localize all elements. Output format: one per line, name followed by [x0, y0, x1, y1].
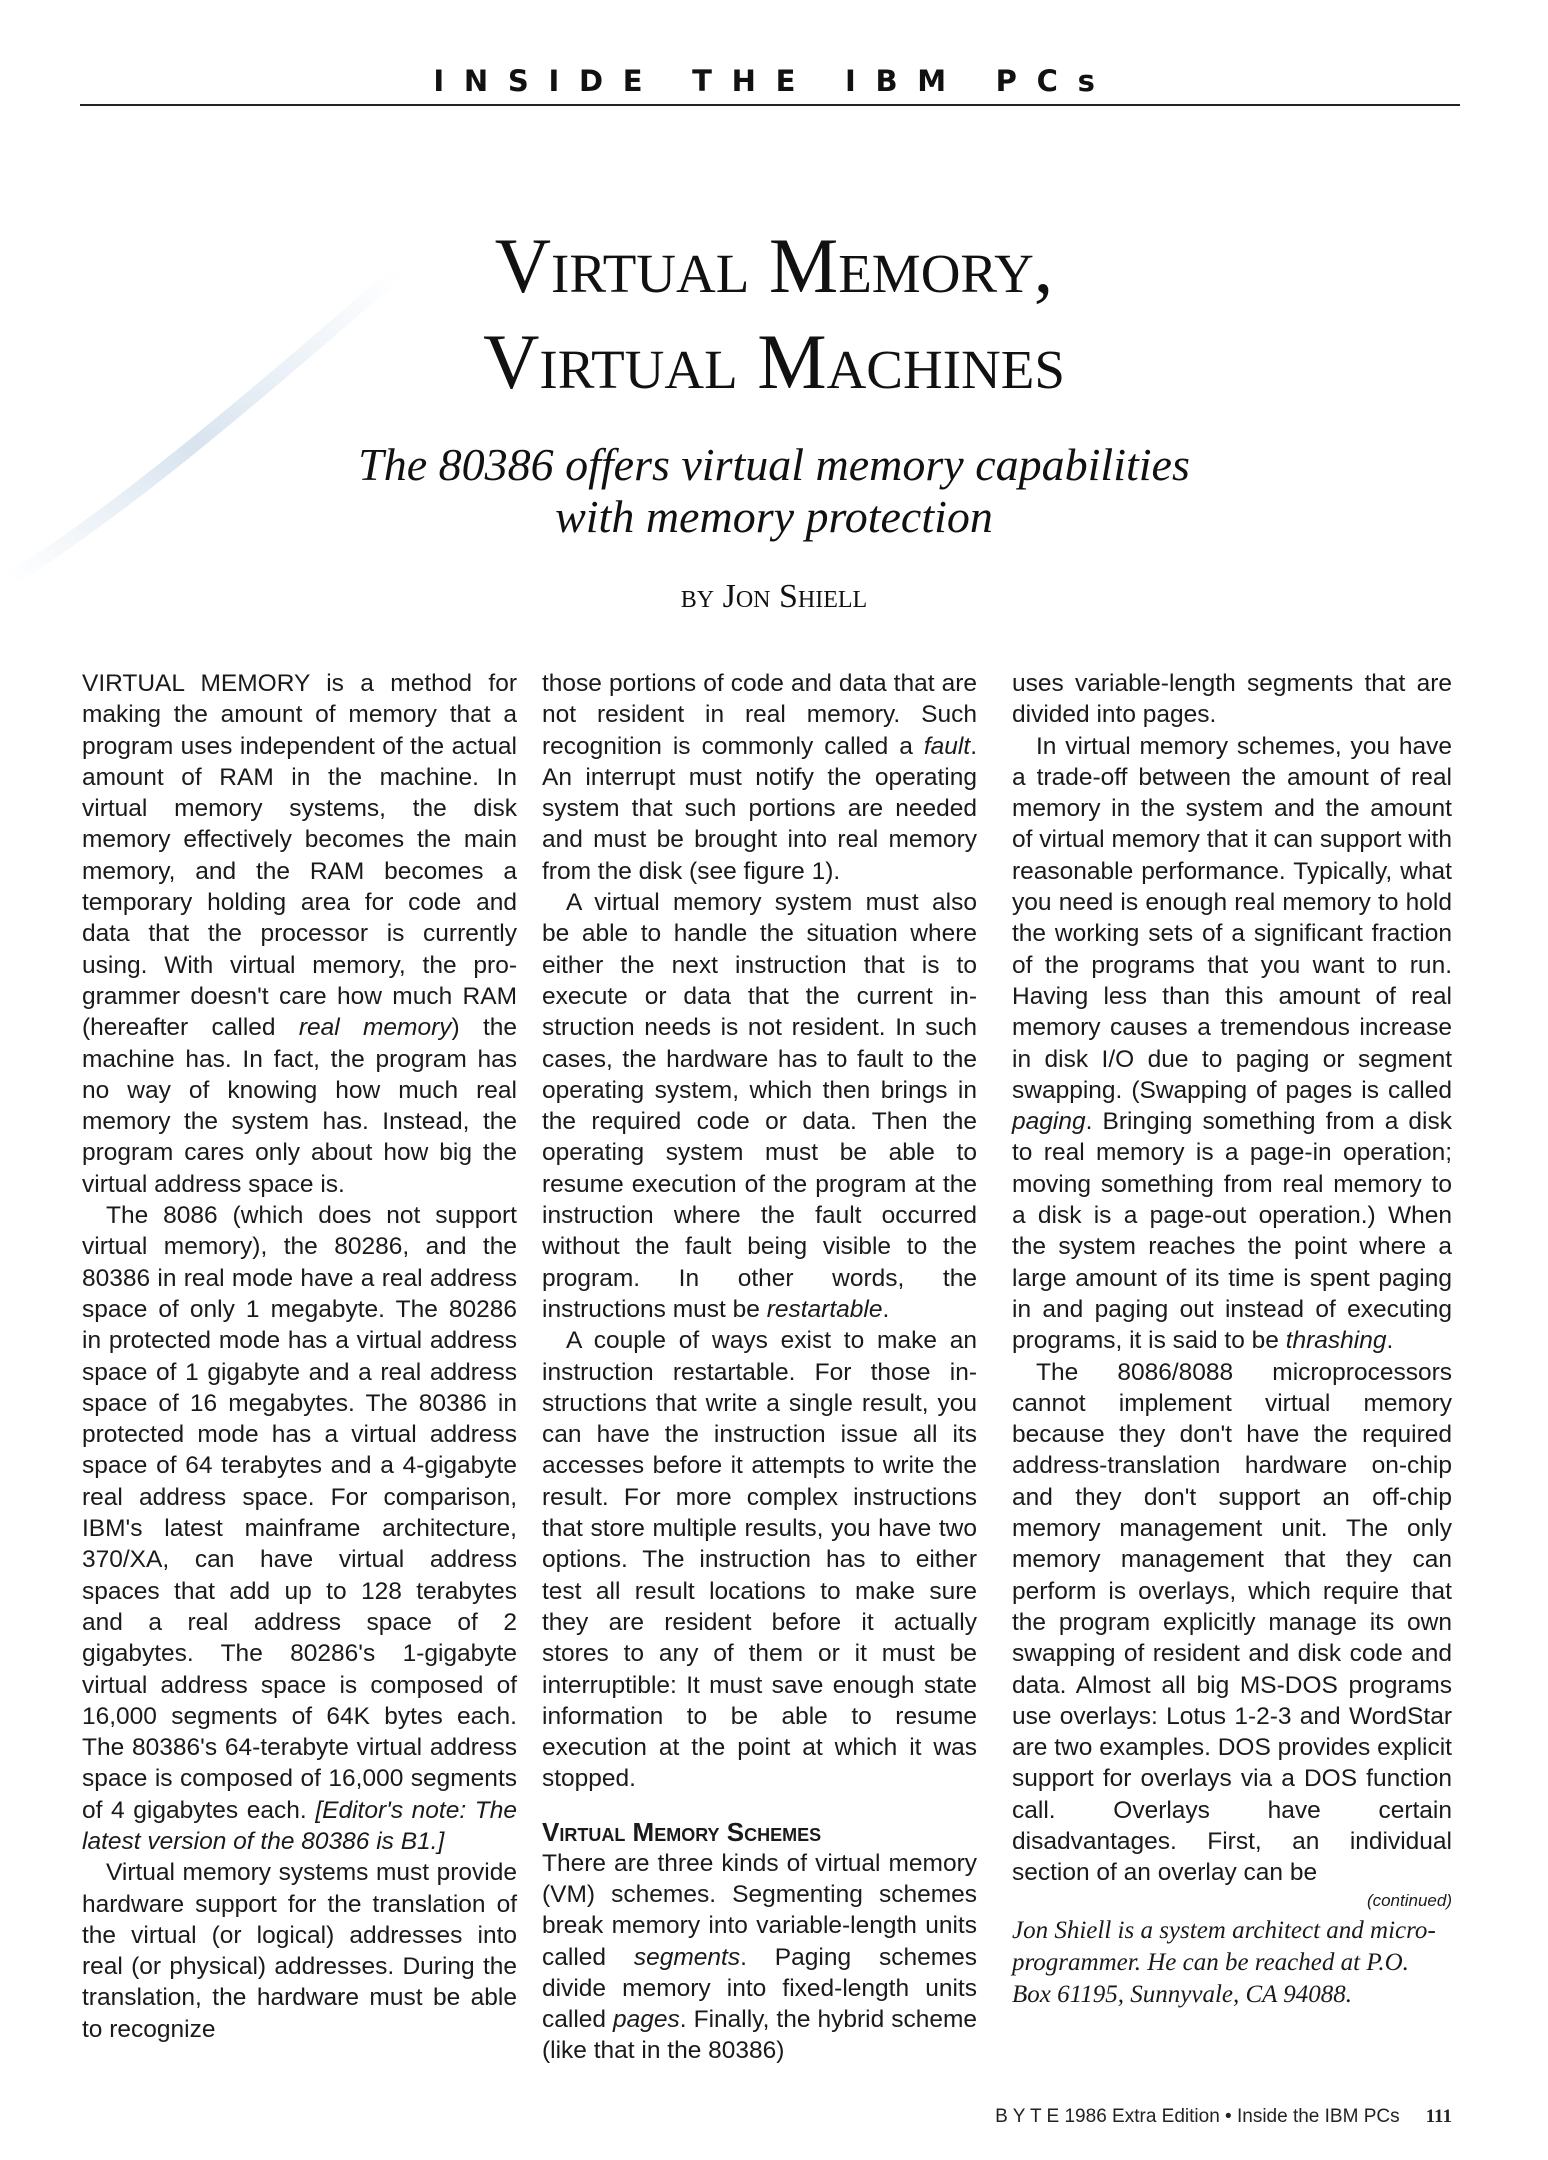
text: A virtual memory system must also be able to handle the situation where either the next instruction that is to execute or data that the current instruction needs is not resident. In such cases, the hardware has to fault to the operating system, which then brings in the required code or data. Then the operating system must be able to resume execution of the program at the instruction where the fault occurred without the fault being visible to the program. In other words, the instructions must be — [542, 889, 977, 1323]
author-bio: Jon Shiell is a system architect and microprogrammer. He can be reached at P.O. Box 61195, Sunnyvale, CA 94088. — [1012, 1916, 1436, 2008]
text: . An interrupt must notify the operating system that such portions are needed and must be brought into real memory from the disk (see figure 1). — [542, 732, 977, 885]
text: . Bringing something from a disk to real memory is a page-in operation; moving something from real memory to a disk is a page-out operation.) When the system reaches the point where a large amount of its time is spent paging in and paging out instead of executing programs, it is said to be — [1012, 1108, 1452, 1355]
text: The 8086 (which does not support virtual memory), the 80286, and the 80386 in real mode have a real address space of only 1 megabyte. The 80286 in protected mode has a virtual address space of 1 gigabyte and a real address space of 16 megabytes. The 80386 in protected mode has a virtual address space of 64 terabytes and a 4-gigabyte real address space. For comparison, IBM's latest mainframe architecture, 370/XA, can have virtual address spaces that add up to 128 terabytes and a real address space of 2 gigabytes. The 80286's 1-gigabyte virtual address space is composed of 16,000 segments of 64K bytes each. The 80386's 64-terabyte virtual address space is composed of 16,000 segments of 4 gigabytes each. — [82, 1202, 517, 1824]
paragraph — [542, 668, 977, 887]
term: paging — [1012, 1108, 1086, 1136]
paragraph — [82, 1200, 517, 1857]
editor-note: [Editor's note: The latest version of the 80386 is B1.] — [82, 1796, 517, 1855]
text: There are three kinds of virtual memory (VM) schemes. Segmenting schemes break memory into variable-length units called — [542, 1849, 977, 1971]
article-title-line-2: Virtual Machines — [483, 318, 1065, 405]
text: . — [882, 1295, 890, 1323]
article-subtitle-line-1: The 80386 offers virtual memory capabilities — [358, 439, 1190, 490]
term: fault — [923, 732, 971, 760]
page-footer — [995, 2106, 1452, 2128]
article-title-line-1: Virtual Memory, — [494, 222, 1054, 309]
article-subtitle-line-2: with memory protection — [555, 491, 993, 542]
term: pages — [613, 2006, 680, 2034]
page-number: 111 — [1425, 2106, 1452, 2127]
section-header: INSIDE THE IBM PCs — [433, 64, 1115, 98]
term: real memory — [298, 1014, 452, 1042]
text: . Finally, the hybrid scheme (like that in the 80386) — [542, 2006, 977, 2065]
text: . — [1386, 1327, 1394, 1355]
text: those portions of code and data that are not resident in real memory. Such recognition is commonly called a — [542, 670, 977, 760]
paragraph — [82, 668, 517, 1200]
paragraph — [542, 887, 977, 1325]
footer-text: B Y T E 1986 Extra Edition • Inside the IBM PCs — [995, 2106, 1400, 2127]
paragraph: The 8086/8088 microprocessors cannot implement virtual memory because they don't have the required address-translation hardware on-chip and they don't support an off-chip memory management unit. The only memory management that they can perform is overlays, which require that the program explicitly manage its own swapping of resident and disk code and data. Almost all big MS-DOS programs use overlays: Lotus 1-2-3 and WordStar are two examples. DOS provides explicit support for overlays via a DOS function call. Overlays have certain disadvantages. First, an individual section of an overlay can be — [1012, 1358, 1452, 1887]
term: thrashing — [1285, 1327, 1387, 1355]
paragraph — [542, 1848, 977, 2067]
column-1 — [82, 668, 517, 2045]
column-3 — [1012, 668, 1452, 2011]
header-rule — [80, 104, 1460, 106]
term: restartable — [766, 1295, 883, 1323]
paragraph: Virtual memory systems must provide hardware support for the translation of the virtual (or logical) addresses into real (or physical) addresses. During the translation, the hardware must be able to recognize — [82, 1859, 517, 2043]
byline: by Jon Shiell — [680, 578, 868, 615]
paragraph — [1012, 731, 1452, 1357]
lead-in: VIRTUAL MEMORY — [82, 670, 310, 697]
text: is a method for making the amount of memory that a program uses independent of the actual amount of RAM in the machine. In virtual memory systems, the disk memory effectively becomes the main memory, and the RAM becomes a temporary holding area for code and data that the processor is currently using. With virtual memory, the programmer doesn't care how much RAM (hereafter called — [82, 670, 517, 1042]
text: ) the machine has. In fact, the program has no way of knowing how much real memory the system has. Instead, the program cares only about how big the virtual address space is. — [82, 1014, 518, 1198]
term: segments — [633, 1943, 741, 1971]
paragraph: uses variable-length segments that are divided into pages. — [1012, 670, 1452, 729]
text: In virtual memory schemes, you have a trade-off between the amount of real memory in the system and the amount of virtual memory that it can support with reasonable performance. Typically, what you need is enough real memory to hold the working sets of a significant fraction of the programs that you want to run. Having less than this amount of real memory causes a tremendous increase in disk I/O due to paging or segment swapping. (Swapping of pages is called — [1012, 732, 1452, 1104]
section-heading: Virtual Memory Schemes — [542, 1816, 822, 1847]
column-2 — [542, 668, 977, 2067]
paragraph: A couple of ways exist to make an instruction restartable. For those instructions that write a single result, you can have the instruction issue all its accesses before it attempts to write the result. For more complex instructions that store multiple results, you have two options. The instruction has to either test all result locations to make sure they are resident before it actually stores to any of them or it must be interruptible: It must save enough state information to be able to resume execution at the point at which it was stopped. — [542, 1327, 977, 1793]
continued-marker: (continued) — [1366, 1890, 1452, 1910]
text: . Paging schemes divide memory into fixed-length units called — [542, 1943, 977, 2034]
